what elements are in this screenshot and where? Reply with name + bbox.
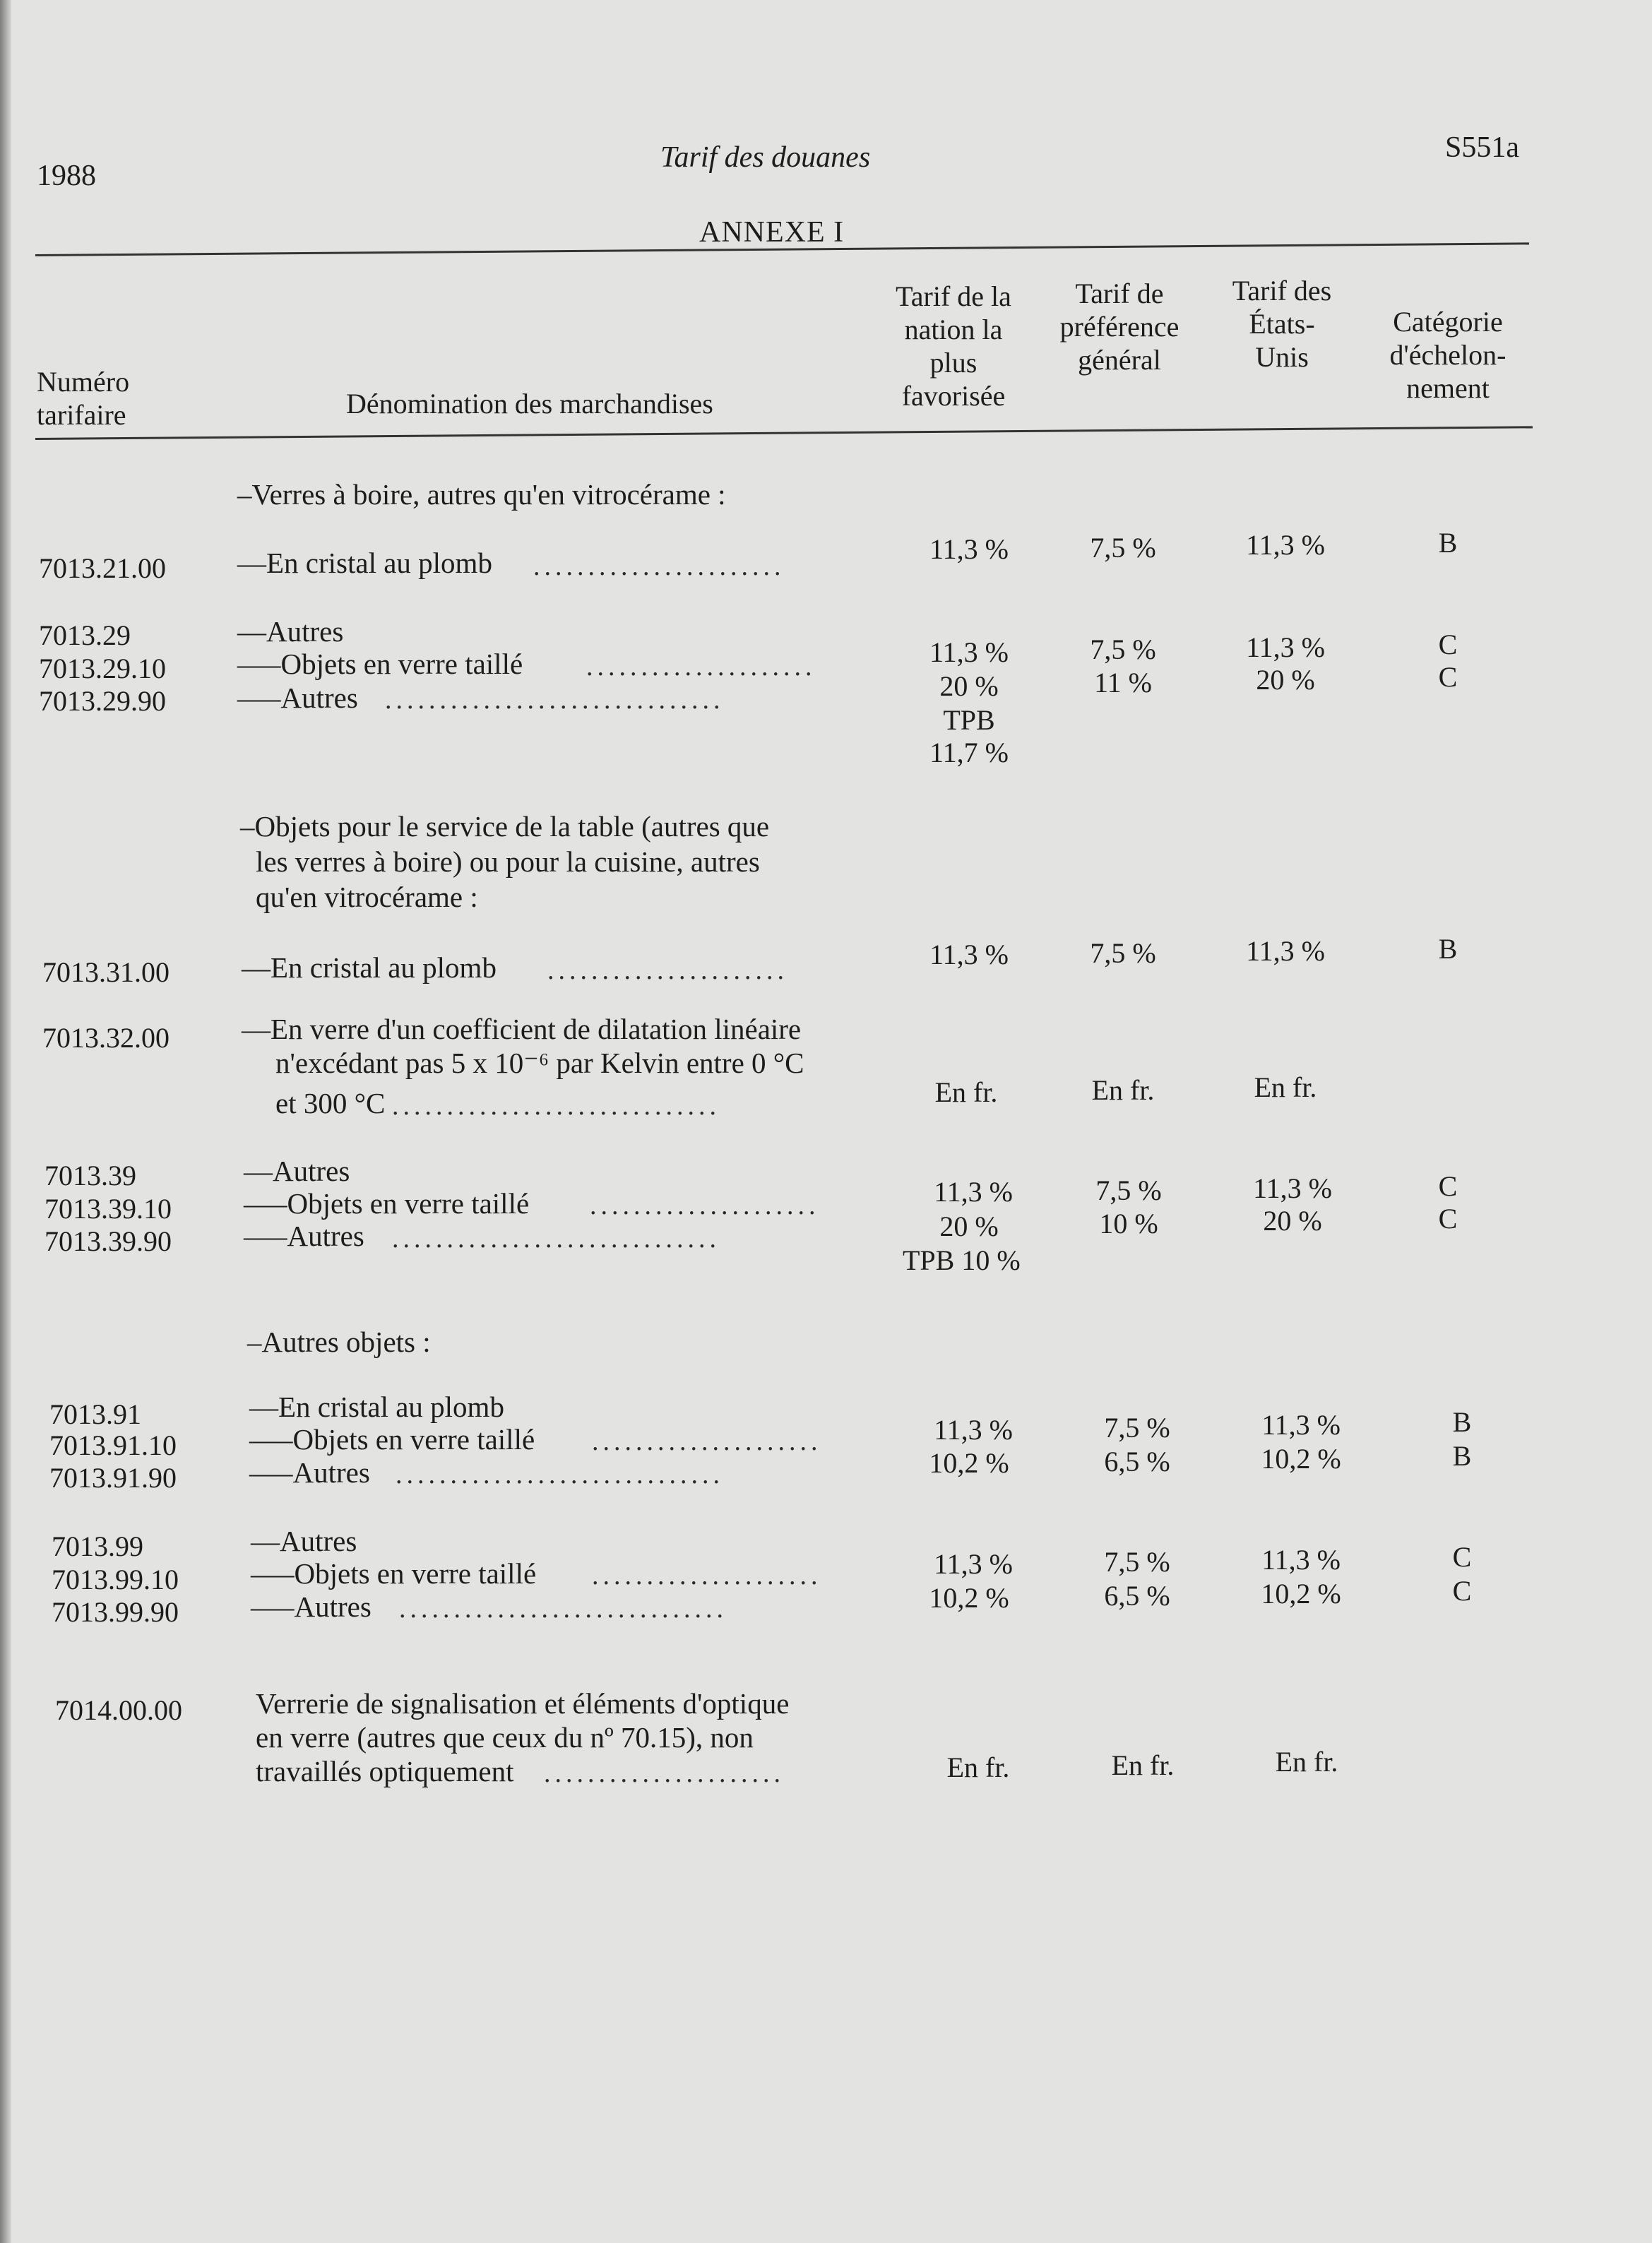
rate-us: En fr. <box>1254 1071 1317 1103</box>
staging-category: C <box>1438 1170 1458 1202</box>
rate-gpt: 11 % <box>1094 667 1152 698</box>
leader-dots: .............................. <box>396 1460 724 1489</box>
leader-dots: ..................... <box>590 1191 820 1220</box>
rate-mfn: 11,3 % <box>934 1414 1013 1446</box>
rate-gpt: En fr. <box>1091 1074 1155 1106</box>
leader-dots: ..................... <box>592 1427 822 1456</box>
rate-mfn: 11,3 % <box>929 533 1009 565</box>
col-head-gpt: Tarif de préférence général <box>1059 278 1179 376</box>
leader-dots: ...................... <box>547 956 788 985</box>
leader-dots: ............................... <box>385 685 725 715</box>
row-description: Verrerie de signalisation et éléments d'optique <box>256 1687 790 1720</box>
rate-mfn: En fr. <box>946 1751 1010 1783</box>
rate-mfn: 11,3 % <box>934 1176 1013 1208</box>
leader-dots: ..................... <box>586 652 816 682</box>
header-title: Tarif des douanes <box>660 141 871 174</box>
col-head-tariff-number: Numéro tarifaire <box>37 366 130 431</box>
row-description: en verre (autres que ceux du nº 70.15), non <box>256 1721 754 1754</box>
row-description: –Objets pour le service de la table (autres que <box>240 810 770 843</box>
row-description: –––Autres <box>251 1590 372 1623</box>
row-code: 7013.21.00 <box>39 552 166 584</box>
rate-us: 11,3 % <box>1246 529 1325 561</box>
row-description: –––Autres <box>249 1456 370 1489</box>
leader-dots: ....................... <box>533 552 785 581</box>
row-description: –––Autres <box>237 682 358 714</box>
row-code: 7013.32.00 <box>42 1022 170 1054</box>
row-description: ––En cristal au plomb <box>249 1391 504 1423</box>
rate-mfn-note: TPB 10 % <box>903 1244 1021 1276</box>
row-code: 7013.91 <box>49 1398 141 1430</box>
rate-us: 20 % <box>1263 1205 1322 1237</box>
row-description: qu'en vitrocérame : <box>256 881 478 913</box>
row-code: 7013.99 <box>52 1530 143 1562</box>
rate-gpt: 6,5 % <box>1104 1446 1170 1477</box>
row-description: et 300 °C <box>275 1087 386 1119</box>
row-description: –––Objets en verre taillé <box>237 648 523 680</box>
row-description: les verres à boire) ou pour la cuisine, autres <box>256 845 760 878</box>
rate-mfn: 11,3 % <box>929 636 1009 668</box>
row-description: ––En cristal au plomb <box>237 547 492 579</box>
row-code: 7013.91.90 <box>49 1462 177 1494</box>
rate-us: En fr. <box>1275 1746 1338 1778</box>
rate-us: 11,3 % <box>1261 1544 1341 1576</box>
row-description: –Autres objets : <box>247 1326 431 1358</box>
rate-gpt: En fr. <box>1111 1749 1175 1781</box>
leader-dots: .............................. <box>392 1224 720 1254</box>
row-description: ––Autres <box>244 1155 350 1187</box>
staging-category: B <box>1438 527 1458 559</box>
rate-us: 11,3 % <box>1246 935 1325 967</box>
rate-us: 10,2 % <box>1261 1443 1341 1475</box>
row-description: ––Autres <box>251 1525 357 1557</box>
rate-gpt: 7,5 % <box>1090 532 1156 564</box>
row-code: 7013.99.90 <box>52 1596 179 1628</box>
rate-mfn: 11,3 % <box>934 1548 1013 1580</box>
rate-gpt: 7,5 % <box>1104 1412 1170 1444</box>
rate-gpt: 10 % <box>1099 1208 1158 1239</box>
rate-gpt: 7,5 % <box>1090 633 1156 665</box>
staging-category: C <box>1452 1575 1472 1607</box>
staging-category: C <box>1452 1541 1472 1573</box>
row-code: 7013.39.90 <box>44 1225 172 1257</box>
row-code: 7013.29 <box>39 619 131 651</box>
rate-us: 11,3 % <box>1261 1409 1341 1441</box>
row-description: ––En verre d'un coefficient de dilatation linéaire <box>242 1013 802 1045</box>
rate-mfn-note: TPB <box>943 704 995 736</box>
row-description: travaillés optiquement <box>256 1755 514 1787</box>
rate-gpt: 7,5 % <box>1104 1546 1170 1578</box>
rate-gpt: 7,5 % <box>1090 937 1156 969</box>
staging-category: B <box>1452 1440 1472 1472</box>
annex-title: ANNEXE I <box>699 216 845 249</box>
row-description: –––Objets en verre taillé <box>249 1423 535 1456</box>
rate-mfn-note: 11,7 % <box>929 737 1009 768</box>
rate-mfn: 10,2 % <box>929 1582 1009 1614</box>
page-edge-shadow <box>0 0 11 2243</box>
header-page-number: S551a <box>1445 131 1519 164</box>
rate-mfn: En fr. <box>934 1076 998 1108</box>
rate-us: 10,2 % <box>1261 1578 1341 1610</box>
row-description: ––Autres <box>237 615 344 648</box>
rate-gpt: 6,5 % <box>1104 1580 1170 1612</box>
leader-dots: ...................... <box>544 1759 785 1788</box>
staging-category: C <box>1438 629 1458 660</box>
rate-us: 20 % <box>1256 664 1315 696</box>
staging-category: C <box>1438 661 1458 693</box>
col-head-description: Dénomination des marchandises <box>346 388 713 420</box>
row-code: 7013.39 <box>44 1160 136 1191</box>
leader-dots: ..................... <box>592 1561 822 1590</box>
rate-mfn: 20 % <box>939 1210 999 1242</box>
row-description: n'excédant pas 5 x 10⁻⁶ par Kelvin entre 0 °C <box>275 1047 804 1079</box>
header-bottom-rule <box>35 426 1533 440</box>
header-year: 1988 <box>37 160 96 192</box>
rate-us: 11,3 % <box>1246 631 1325 663</box>
rate-mfn: 20 % <box>939 670 999 702</box>
leader-dots: .............................. <box>392 1091 720 1121</box>
rate-gpt: 7,5 % <box>1095 1174 1162 1206</box>
row-description: –––Objets en verre taillé <box>251 1557 537 1590</box>
staging-category: C <box>1438 1203 1458 1234</box>
row-code: 7013.29.90 <box>39 685 166 717</box>
staging-category: B <box>1452 1406 1472 1438</box>
col-head-mfn: Tarif de la nation la plus favorisée <box>896 280 1011 412</box>
row-code: 7013.29.10 <box>39 653 166 684</box>
row-code: 7014.00.00 <box>55 1694 182 1726</box>
col-head-staging: Catégorie d'échelon-nement <box>1389 306 1507 404</box>
leader-dots: .............................. <box>399 1594 727 1624</box>
row-code: 7013.39.10 <box>44 1193 172 1225</box>
staging-category: B <box>1438 933 1458 965</box>
row-description: –––Objets en verre taillé <box>244 1187 530 1220</box>
rate-us: 11,3 % <box>1253 1172 1332 1204</box>
row-description: –Verres à boire, autres qu'en vitrocérame : <box>237 478 726 511</box>
row-code: 7013.31.00 <box>42 956 170 988</box>
col-head-us: Tarif des États-Unis <box>1232 275 1332 373</box>
row-description: –––Autres <box>244 1220 364 1252</box>
row-description: ––En cristal au plomb <box>242 951 497 984</box>
rate-mfn: 11,3 % <box>929 939 1009 970</box>
rate-mfn: 10,2 % <box>929 1447 1009 1479</box>
row-code: 7013.91.10 <box>49 1429 177 1461</box>
row-code: 7013.99.10 <box>52 1564 179 1595</box>
